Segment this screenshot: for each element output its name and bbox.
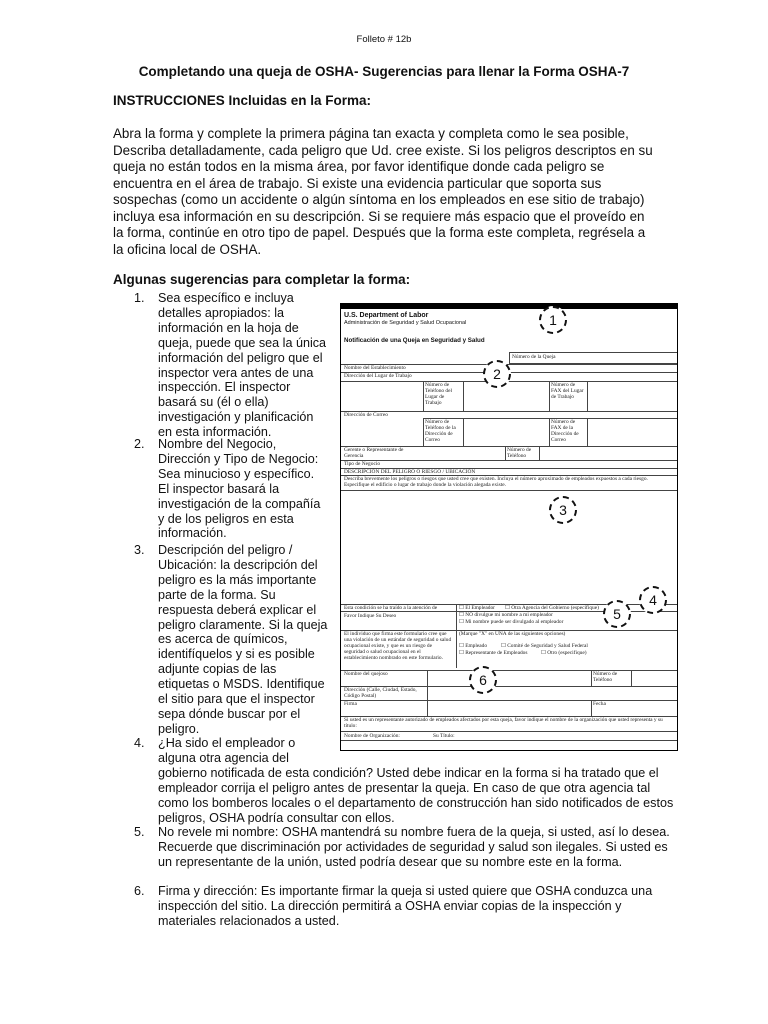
complainant-name-label: Nombre del quejoso: [344, 671, 388, 677]
form-top-bar: [341, 304, 677, 309]
other-option: ☐ Otro (especifique): [541, 650, 587, 656]
committee-option: ☐ Comité de Seguridad y Salud Federal: [501, 643, 588, 649]
list-item-number: 6.: [134, 884, 145, 898]
representative-option: ☐ Representante de Empleados: [459, 650, 528, 656]
callout-3: 3: [549, 496, 577, 524]
callout-5: 5: [603, 600, 631, 628]
business-type-label: Tipo de Negocio: [344, 461, 381, 467]
manager-label: Gerente o Representante de Gerencia: [344, 447, 404, 459]
other-agency-checkbox-label: ☐ Otra Agencia del Gobierno (especifique): [505, 605, 599, 611]
mark-instruction: (Marque "X" en UNA de las siguientes opciones): [459, 631, 566, 637]
workplace-fax-label: Número de FAX del Lugar de Trabajo: [551, 382, 584, 400]
list-item-text: gobierno notificada de esta condición? Usted debe indicar en la forma si ha tratado que el empleador corrija el peligro antes de presentar la queja. En caso de que otra agencia tal como los bomberos locales o el departamento de construcción han sido notificados de estos peligros, OSHA podría consultar con ellos.: [158, 766, 674, 825]
your-title-label: Su Título:: [433, 733, 455, 739]
page-title: Completando una queja de OSHA- Sugerencias para llenar la Forma OSHA-7: [138, 64, 630, 79]
callout-1: 1: [539, 306, 567, 334]
signature-label: Firma: [344, 701, 357, 707]
intro-paragraph: Abra la forma y complete la primera página tan exacta y completa como le sea posible, Describa detalladamente, cada peligro que Ud. cree existe. Si los peligros descriptos en su queja no están todos en la misma área, por favor identifique donde cada peligro se encuentra en el área de trabajo. Si existe una evidencia particular que soporta sus sospechas (como un accidente o algún síntoma en los empleados en ese sitio de trabajo) incluya esa información en su descripción. Si se requiere más espacio que el proveído en la forma, continúe en otro tipo de papel. Después que la forma este completa, regrésela a la oficina local de OSHA.: [113, 126, 653, 257]
form-title: Notificación de una Queja en Seguridad y Salud: [344, 337, 485, 344]
mailing-fax-label: Número de FAX de la Dirección de Correo: [551, 419, 579, 443]
list-item-text: Firma y dirección: Es importante firmar la queja si usted quiere que OSHA conduzca una inspección del sitio. La dirección permitirá a OSHA enviar copias de la inspección y materiales relacionados a usted.: [158, 884, 653, 928]
suggestions-heading: Algunas sugerencias para completar la forma:: [113, 272, 411, 287]
date-label: Fecha: [593, 701, 606, 707]
employee-option: ☐ Empleado: [459, 643, 488, 649]
list-item-text: Sea específico e incluya detalles apropiados: la información en la hoja de queja, puede que sea la única información del peligro que el inspector vera antes de una inspección. El inspector basará su (él o ella) investigación y planificación en esta información.: [158, 291, 327, 440]
manager-phone-label: Número de Teléfono: [507, 447, 532, 459]
list-item-text: Descripción del peligro / Ubicación: la descripción del peligro es la más importante parte de la forma. Su respuesta deberá explicar el peligro claramente. Si la queja es acerca de químicos, identifíquelos y si es posible adjunte copias de las etiquetas o MSDS. Identifique el sitio para que el inspector sepa dónde buscar por el peligro.: [158, 543, 328, 736]
list-item-number: 3.: [134, 543, 145, 557]
handout-number: Folleto # 12b: [356, 34, 412, 45]
form-agency-sub: Administración de Seguridad y Salud Ocupacional: [344, 320, 467, 326]
list-item-text: Nombre del Negocio, Dirección y Tipo de Negocio: Sea minucioso y específico. El inspector basará la investigación de la compañía y de los peligros en esta información.: [158, 437, 321, 541]
instructions-heading: INSTRUCCIONES Incluidas en la Forma:: [113, 93, 372, 108]
callout-2: 2: [483, 360, 511, 388]
organization-name-label: Nombre de Organización:: [344, 733, 400, 739]
list-item-text: No revele mi nombre: OSHA mantendrá su nombre fuera de la queja, si usted, así lo desea. Recuerde que discriminación por actividades de seguridad y salud son ilegales. Si usted es un representante de la unión, usted podría desear que su nombre este en la forma.: [158, 825, 670, 869]
callout-4: 4: [639, 586, 667, 614]
reveal-ok-label: ☐ Mi nombre puede ser divulgado al empleador: [459, 619, 564, 625]
employer-checkbox-label: ☐ El Empleador: [459, 605, 495, 611]
list-item-text: ¿Ha sido el empleador o alguna otra agencia del: [158, 736, 296, 765]
list-item-number: 4.: [134, 736, 145, 750]
list-item-number: 5.: [134, 825, 145, 839]
callout-6: 6: [469, 666, 497, 694]
condition-label: Esta condición se ha traído a la atención de: [344, 605, 438, 611]
hazard-description-heading: DESCRIPCIÓN DEL PELIGRO O RIESGO / UBICACIÓN: [344, 469, 476, 475]
list-item-number: 2.: [134, 437, 145, 451]
mailing-phone-label: Número de Teléfono de la Dirección de Correo: [425, 419, 456, 443]
complainant-phone-label: Número de Teléfono: [593, 671, 618, 683]
form-agency: U.S. Department of Labor: [344, 312, 429, 319]
mailing-address-label: Dirección de Correo: [344, 412, 389, 418]
complaint-number-label: Número de la Queja: [512, 354, 556, 360]
representative-note: Si usted es un representante autorizado de empleados afectados por esta queja, favor indique el nombre de la organización que usted representa y su título:: [344, 717, 663, 729]
hazard-description-text: Describa brevemente los peligros o riesgos que usted cree que existen. Incluya el número aproximado de empleados expuestos a cada riesgo. Especifique el edificio o lugar de trabajo donde la violación alegada existe.: [344, 476, 648, 488]
workplace-address-label: Dirección del Lugar de Trabajo: [344, 373, 412, 379]
establishment-label: Nombre del Establecimiento: [344, 365, 406, 371]
signer-statement: El individuo que firma este formulario cree que una violación de un estándar de seguridad o salud ocupacional existe, y que es un riesgo de seguridad o salud ocupacional en el establecimiento nombrado en este formulario.: [344, 631, 452, 661]
complainant-address-label: Dirección (Calle, Ciudad, Estado, Código Postal): [344, 687, 417, 699]
list-item-number: 1.: [134, 291, 145, 305]
workplace-phone-label: Número de Teléfono del Lugar de Trabajo: [425, 382, 453, 406]
do-not-reveal-label: ☐ NO divulgue mi nombre a mi empleador: [459, 612, 553, 618]
osha-7-form-image: [340, 303, 678, 751]
wish-label: Favor Indique Su Deseo: [344, 613, 397, 619]
